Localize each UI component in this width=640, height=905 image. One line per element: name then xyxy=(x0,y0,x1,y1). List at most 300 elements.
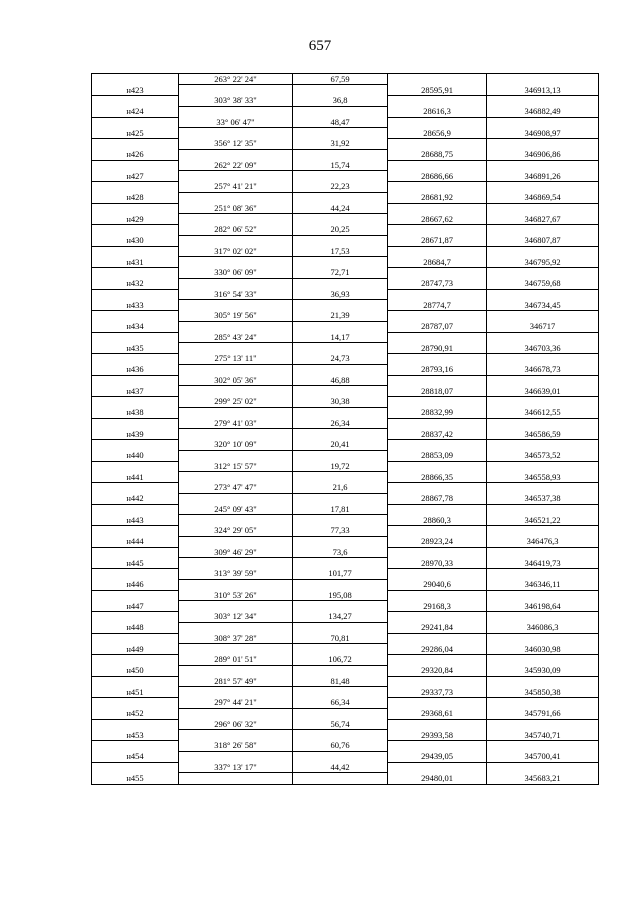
coordinate-x-cell xyxy=(388,590,487,601)
coordinate-y-cell: 346586,59 xyxy=(487,429,599,440)
point-row xyxy=(92,386,599,397)
bearing-angle-cell: 33° 06' 47" xyxy=(179,117,293,128)
distance-cell: 24,73 xyxy=(293,354,388,365)
bearing-angle-cell: 296° 06' 32" xyxy=(179,719,293,730)
coordinate-y-cell xyxy=(487,762,599,773)
segment-row xyxy=(92,719,599,730)
segment-row xyxy=(92,96,599,107)
coordinate-y-cell: 346558,93 xyxy=(487,472,599,483)
point-name-cell xyxy=(92,397,179,408)
coordinate-x-cell xyxy=(388,139,487,150)
bearing-angle-cell: 245° 09' 43" xyxy=(179,504,293,515)
bearing-angle-cell xyxy=(179,235,293,246)
distance-cell: 134,27 xyxy=(293,612,388,623)
coordinate-x-cell: 28787,07 xyxy=(388,321,487,332)
coordinate-x-cell xyxy=(388,504,487,515)
coordinate-x-cell: 28867,78 xyxy=(388,493,487,504)
point-name-cell: н433 xyxy=(92,300,179,311)
distance-cell: 73,6 xyxy=(293,547,388,558)
point-name-cell xyxy=(92,96,179,107)
bearing-angle-cell: 263° 22' 24" xyxy=(179,74,293,85)
coordinate-x-cell: 28866,35 xyxy=(388,472,487,483)
distance-cell xyxy=(293,472,388,483)
coordinate-y-cell xyxy=(487,440,599,451)
segment-row xyxy=(92,74,599,85)
point-name-cell xyxy=(92,569,179,580)
bearing-angle-cell: 302° 05' 36" xyxy=(179,375,293,386)
coordinate-y-cell xyxy=(487,569,599,580)
point-name-cell xyxy=(92,246,179,257)
point-name-cell xyxy=(92,117,179,128)
point-row xyxy=(92,751,599,762)
coordinate-x-cell xyxy=(388,483,487,494)
point-name-cell: н423 xyxy=(92,85,179,96)
coordinate-x-cell xyxy=(388,375,487,386)
bearing-angle-cell xyxy=(179,665,293,676)
coordinate-x-cell: 28686,66 xyxy=(388,171,487,182)
segment-row xyxy=(92,590,599,601)
point-row xyxy=(92,171,599,182)
bearing-angle-cell: 257° 41' 21" xyxy=(179,182,293,193)
coordinate-x-cell: 29480,01 xyxy=(388,773,487,784)
point-name-cell: н427 xyxy=(92,171,179,182)
coordinate-y-cell: 346346,11 xyxy=(487,579,599,590)
distance-cell xyxy=(293,85,388,96)
distance-cell xyxy=(293,665,388,676)
coordinate-y-cell: 346734,45 xyxy=(487,300,599,311)
bearing-angle-cell xyxy=(179,644,293,655)
point-name-cell xyxy=(92,375,179,386)
point-name-cell xyxy=(92,461,179,472)
bearing-angle-cell: 273° 47' 47" xyxy=(179,483,293,494)
bearing-angle-cell: 337° 13' 17" xyxy=(179,762,293,773)
bearing-angle-cell xyxy=(179,364,293,375)
bearing-angle-cell xyxy=(179,450,293,461)
coordinate-x-cell xyxy=(388,461,487,472)
coordinate-y-cell xyxy=(487,504,599,515)
bearing-angle-cell xyxy=(179,192,293,203)
point-name-cell xyxy=(92,633,179,644)
coordinate-y-cell: 346913,13 xyxy=(487,85,599,96)
point-row xyxy=(92,278,599,289)
bearing-angle-cell xyxy=(179,472,293,483)
coordinate-y-cell: 345740,71 xyxy=(487,730,599,741)
point-row xyxy=(92,343,599,354)
point-name-cell xyxy=(92,719,179,730)
bearing-angle-cell: 309° 46' 29" xyxy=(179,547,293,558)
bearing-angle-cell xyxy=(179,278,293,289)
coordinate-y-cell xyxy=(487,633,599,644)
distance-cell xyxy=(293,687,388,698)
coordinate-y-cell xyxy=(487,268,599,279)
bearing-angle-cell xyxy=(179,751,293,762)
distance-cell: 44,24 xyxy=(293,203,388,214)
coordinate-x-cell: 29040,6 xyxy=(388,579,487,590)
bearing-angle-cell: 299° 25' 02" xyxy=(179,397,293,408)
point-name-cell: н443 xyxy=(92,515,179,526)
page-number: 657 xyxy=(308,38,332,54)
coordinate-y-cell xyxy=(487,160,599,171)
segment-row xyxy=(92,225,599,236)
coordinate-x-cell: 29439,05 xyxy=(388,751,487,762)
coordinate-y-cell: 346703,36 xyxy=(487,343,599,354)
distance-cell xyxy=(293,192,388,203)
distance-cell: 17,81 xyxy=(293,504,388,515)
point-name-cell: н425 xyxy=(92,128,179,139)
point-name-cell xyxy=(92,590,179,601)
coordinate-y-cell xyxy=(487,418,599,429)
point-row xyxy=(92,214,599,225)
distance-cell: 72,71 xyxy=(293,268,388,279)
coordinate-y-cell: 346573,52 xyxy=(487,450,599,461)
coordinate-y-cell xyxy=(487,311,599,322)
bearing-angle-cell: 316° 54' 33" xyxy=(179,289,293,300)
distance-cell xyxy=(293,235,388,246)
distance-cell xyxy=(293,708,388,719)
distance-cell: 20,41 xyxy=(293,440,388,451)
bearing-angle-cell xyxy=(179,407,293,418)
distance-cell xyxy=(293,407,388,418)
segment-row xyxy=(92,569,599,580)
point-row xyxy=(92,128,599,139)
point-name-cell: н442 xyxy=(92,493,179,504)
point-row xyxy=(92,708,599,719)
coordinates-table xyxy=(91,73,599,785)
segment-row xyxy=(92,612,599,623)
segment-row xyxy=(92,504,599,515)
segment-row xyxy=(92,354,599,365)
distance-cell xyxy=(293,450,388,461)
coordinate-x-cell xyxy=(388,440,487,451)
bearing-angle-cell xyxy=(179,106,293,117)
coordinate-y-cell: 346759,68 xyxy=(487,278,599,289)
coordinate-y-cell xyxy=(487,461,599,472)
bearing-angle-cell: 289° 01' 51" xyxy=(179,655,293,666)
coordinate-y-cell: 346521,22 xyxy=(487,515,599,526)
distance-cell: 44,42 xyxy=(293,762,388,773)
point-row xyxy=(92,364,599,375)
distance-cell: 66,34 xyxy=(293,698,388,709)
coordinate-x-cell xyxy=(388,526,487,537)
point-name-cell xyxy=(92,203,179,214)
point-row xyxy=(92,235,599,246)
distance-cell: 60,76 xyxy=(293,741,388,752)
point-row xyxy=(92,300,599,311)
coordinate-x-cell: 28793,16 xyxy=(388,364,487,375)
bearing-angle-cell: 310° 53' 26" xyxy=(179,590,293,601)
coordinates-table-body xyxy=(92,74,599,785)
point-name-cell xyxy=(92,440,179,451)
coordinate-y-cell xyxy=(487,719,599,730)
bearing-angle-cell: 318° 26' 58" xyxy=(179,741,293,752)
distance-cell xyxy=(293,579,388,590)
point-row xyxy=(92,515,599,526)
distance-cell: 17,53 xyxy=(293,246,388,257)
coordinate-x-cell xyxy=(388,117,487,128)
coordinate-x-cell xyxy=(388,676,487,687)
coordinate-x-cell xyxy=(388,354,487,365)
point-name-cell: н438 xyxy=(92,407,179,418)
point-name-cell: н440 xyxy=(92,450,179,461)
point-name-cell xyxy=(92,741,179,752)
coordinate-x-cell: 29368,61 xyxy=(388,708,487,719)
bearing-angle-cell: 251° 08' 36" xyxy=(179,203,293,214)
point-name-cell xyxy=(92,526,179,537)
bearing-angle-cell: 279° 41' 03" xyxy=(179,418,293,429)
bearing-angle-cell xyxy=(179,149,293,160)
distance-cell xyxy=(293,493,388,504)
segment-row xyxy=(92,633,599,644)
segment-row xyxy=(92,268,599,279)
segment-row xyxy=(92,160,599,171)
point-name-cell: н444 xyxy=(92,536,179,547)
coordinate-y-cell xyxy=(487,354,599,365)
segment-row xyxy=(92,440,599,451)
point-row xyxy=(92,558,599,569)
bearing-angle-cell xyxy=(179,214,293,225)
coordinate-y-cell: 346807,87 xyxy=(487,235,599,246)
segment-row xyxy=(92,655,599,666)
bearing-angle-cell: 262° 22' 09" xyxy=(179,160,293,171)
coordinate-x-cell: 29241,84 xyxy=(388,622,487,633)
point-name-cell: н445 xyxy=(92,558,179,569)
coordinate-y-cell: 346906,86 xyxy=(487,149,599,160)
point-name-cell: н432 xyxy=(92,278,179,289)
coordinate-x-cell xyxy=(388,547,487,558)
bearing-angle-cell: 303° 38' 33" xyxy=(179,96,293,107)
segment-row xyxy=(92,332,599,343)
distance-cell: 46,88 xyxy=(293,375,388,386)
bearing-angle-cell xyxy=(179,85,293,96)
segment-row xyxy=(92,117,599,128)
coordinate-x-cell xyxy=(388,698,487,709)
point-name-cell: н439 xyxy=(92,429,179,440)
coordinate-y-cell: 346537,38 xyxy=(487,493,599,504)
segment-row xyxy=(92,203,599,214)
point-row xyxy=(92,257,599,268)
segment-row xyxy=(92,526,599,537)
point-row xyxy=(92,730,599,741)
point-name-cell xyxy=(92,655,179,666)
point-row xyxy=(92,773,599,784)
distance-cell: 70,81 xyxy=(293,633,388,644)
distance-cell xyxy=(293,751,388,762)
point-row xyxy=(92,192,599,203)
coordinate-y-cell: 345930,09 xyxy=(487,665,599,676)
distance-cell xyxy=(293,300,388,311)
coordinate-x-cell xyxy=(388,569,487,580)
distance-cell: 21,6 xyxy=(293,483,388,494)
coordinate-x-cell: 28684,7 xyxy=(388,257,487,268)
coordinate-x-cell xyxy=(388,96,487,107)
segment-row xyxy=(92,139,599,150)
bearing-angle-cell xyxy=(179,579,293,590)
coordinate-y-cell: 345683,21 xyxy=(487,773,599,784)
point-name-cell xyxy=(92,225,179,236)
coordinate-x-cell: 28832,99 xyxy=(388,407,487,418)
bearing-angle-cell: 282° 06' 52" xyxy=(179,225,293,236)
distance-cell: 56,74 xyxy=(293,719,388,730)
bearing-angle-cell xyxy=(179,708,293,719)
distance-cell xyxy=(293,622,388,633)
point-name-cell: н453 xyxy=(92,730,179,741)
coordinate-x-cell xyxy=(388,246,487,257)
coordinate-y-cell xyxy=(487,526,599,537)
distance-cell xyxy=(293,515,388,526)
coordinate-x-cell: 29393,58 xyxy=(388,730,487,741)
point-row xyxy=(92,407,599,418)
segment-row xyxy=(92,741,599,752)
distance-cell: 77,33 xyxy=(293,526,388,537)
coordinate-x-cell: 29168,3 xyxy=(388,601,487,612)
segment-row xyxy=(92,483,599,494)
bearing-angle-cell xyxy=(179,429,293,440)
point-name-cell xyxy=(92,354,179,365)
coordinate-y-cell xyxy=(487,698,599,709)
coordinate-y-cell xyxy=(487,483,599,494)
coordinate-y-cell: 346869,54 xyxy=(487,192,599,203)
bearing-angle-cell xyxy=(179,321,293,332)
distance-cell: 101,77 xyxy=(293,569,388,580)
coordinate-x-cell: 28970,33 xyxy=(388,558,487,569)
coordinate-y-cell: 345850,38 xyxy=(487,687,599,698)
point-row xyxy=(92,493,599,504)
bearing-angle-cell: 281° 57' 49" xyxy=(179,676,293,687)
point-row xyxy=(92,321,599,332)
coordinate-y-cell xyxy=(487,182,599,193)
distance-cell: 30,38 xyxy=(293,397,388,408)
bearing-angle-cell: 297° 44' 21" xyxy=(179,698,293,709)
coordinate-x-cell: 28616,3 xyxy=(388,106,487,117)
coordinate-y-cell xyxy=(487,74,599,85)
point-name-cell: н455 xyxy=(92,773,179,784)
coordinate-x-cell: 28860,3 xyxy=(388,515,487,526)
bearing-angle-cell xyxy=(179,128,293,139)
segment-row xyxy=(92,676,599,687)
distance-cell xyxy=(293,171,388,182)
coordinate-y-cell: 346639,01 xyxy=(487,386,599,397)
bearing-angle-cell: 275° 13' 11" xyxy=(179,354,293,365)
bearing-angle-cell xyxy=(179,343,293,354)
coordinate-y-cell xyxy=(487,332,599,343)
point-row xyxy=(92,687,599,698)
coordinate-y-cell: 346030,98 xyxy=(487,644,599,655)
distance-cell: 48,47 xyxy=(293,117,388,128)
coordinate-x-cell: 29337,73 xyxy=(388,687,487,698)
distance-cell xyxy=(293,364,388,375)
distance-cell: 19,72 xyxy=(293,461,388,472)
coordinate-x-cell: 28923,24 xyxy=(388,536,487,547)
coordinate-x-cell xyxy=(388,74,487,85)
point-name-cell xyxy=(92,332,179,343)
coordinate-x-cell xyxy=(388,268,487,279)
coordinate-y-cell: 346891,26 xyxy=(487,171,599,182)
bearing-angle-cell xyxy=(179,515,293,526)
coordinate-y-cell: 346476,3 xyxy=(487,536,599,547)
coordinate-y-cell: 346086,3 xyxy=(487,622,599,633)
distance-cell xyxy=(293,149,388,160)
bearing-angle-cell xyxy=(179,622,293,633)
point-name-cell: н454 xyxy=(92,751,179,762)
coordinate-y-cell xyxy=(487,655,599,666)
coordinate-y-cell: 345791,66 xyxy=(487,708,599,719)
distance-cell xyxy=(293,278,388,289)
coordinate-x-cell: 28774,7 xyxy=(388,300,487,311)
coordinate-x-cell: 28656,9 xyxy=(388,128,487,139)
distance-cell xyxy=(293,257,388,268)
distance-cell xyxy=(293,386,388,397)
point-row xyxy=(92,536,599,547)
bearing-angle-cell xyxy=(179,536,293,547)
coordinate-x-cell: 29320,84 xyxy=(388,665,487,676)
point-row xyxy=(92,472,599,483)
bearing-angle-cell: 308° 37' 28" xyxy=(179,633,293,644)
point-name-cell: н428 xyxy=(92,192,179,203)
coordinate-x-cell: 28681,92 xyxy=(388,192,487,203)
point-name-cell xyxy=(92,182,179,193)
point-row xyxy=(92,106,599,117)
segment-row xyxy=(92,182,599,193)
distance-cell xyxy=(293,214,388,225)
coordinate-y-cell: 346717 xyxy=(487,321,599,332)
coordinate-y-cell xyxy=(487,590,599,601)
distance-cell: 195,08 xyxy=(293,590,388,601)
coordinate-x-cell xyxy=(388,655,487,666)
segment-row xyxy=(92,375,599,386)
distance-cell xyxy=(293,730,388,741)
distance-cell: 36,8 xyxy=(293,96,388,107)
coordinate-x-cell xyxy=(388,160,487,171)
coordinate-x-cell: 28671,87 xyxy=(388,235,487,246)
coordinate-x-cell: 28837,42 xyxy=(388,429,487,440)
point-name-cell xyxy=(92,547,179,558)
bearing-angle-cell: 305° 19' 56" xyxy=(179,311,293,322)
coordinate-x-cell: 28747,73 xyxy=(388,278,487,289)
point-name-cell: н426 xyxy=(92,149,179,160)
point-name-cell xyxy=(92,74,179,85)
point-row xyxy=(92,429,599,440)
point-name-cell: н436 xyxy=(92,364,179,375)
coordinate-y-cell xyxy=(487,246,599,257)
bearing-angle-cell xyxy=(179,773,293,784)
coordinate-x-cell: 28853,09 xyxy=(388,450,487,461)
coordinate-x-cell: 28688,75 xyxy=(388,149,487,160)
coordinate-x-cell xyxy=(388,289,487,300)
distance-cell xyxy=(293,128,388,139)
point-name-cell xyxy=(92,504,179,515)
distance-cell xyxy=(293,601,388,612)
distance-cell: 21,39 xyxy=(293,311,388,322)
distance-cell: 106,72 xyxy=(293,655,388,666)
segment-row xyxy=(92,461,599,472)
point-row xyxy=(92,85,599,96)
coordinate-x-cell: 28595,91 xyxy=(388,85,487,96)
point-name-cell xyxy=(92,483,179,494)
bearing-angle-cell: 324° 29' 05" xyxy=(179,526,293,537)
coordinate-y-cell xyxy=(487,547,599,558)
distance-cell: 67,59 xyxy=(293,74,388,85)
coordinate-x-cell xyxy=(388,612,487,623)
distance-cell: 81,48 xyxy=(293,676,388,687)
coordinate-x-cell: 28667,62 xyxy=(388,214,487,225)
segment-row xyxy=(92,547,599,558)
coordinate-y-cell xyxy=(487,96,599,107)
bearing-angle-cell xyxy=(179,687,293,698)
point-name-cell: н435 xyxy=(92,343,179,354)
point-row xyxy=(92,149,599,160)
distance-cell: 31,92 xyxy=(293,139,388,150)
coordinate-x-cell xyxy=(388,633,487,644)
